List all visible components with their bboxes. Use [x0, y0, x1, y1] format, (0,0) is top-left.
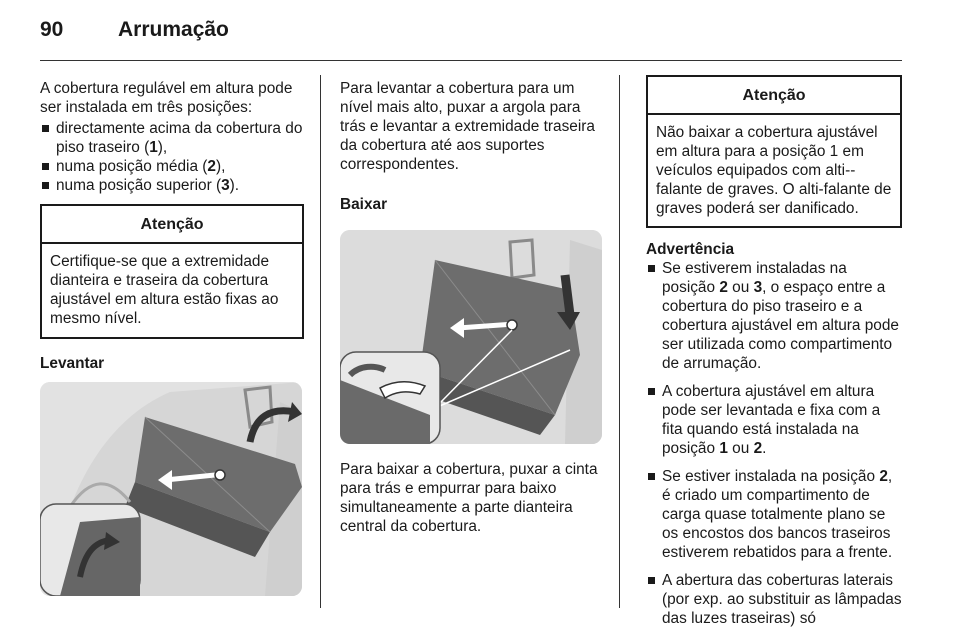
caution-body: Certifique-se que a extremidade dianteira e traseira da cobertura ajustável em altura estão fixas ao mesmo nível.	[50, 253, 279, 327]
position-number: 3	[753, 279, 763, 296]
position-number: 2	[719, 279, 728, 296]
list-item	[646, 259, 902, 373]
position-number: 3	[221, 177, 230, 194]
bullet-square-icon	[648, 473, 655, 480]
bullet-square-icon	[42, 163, 49, 170]
position-number: 1	[719, 440, 728, 457]
notes-list	[646, 259, 902, 628]
note-text: ou	[727, 440, 754, 457]
raise-paragraph: Para levantar a cobertura para um nível mais alto, puxar a argola para trás e levantar a extremidade traseira da cobertura até aos suportes correspondentes.	[340, 80, 595, 173]
position-number: 2	[753, 440, 763, 457]
caution-box	[40, 204, 304, 339]
list-item-text: numa posição superior (	[56, 177, 222, 194]
caution-title: Atenção	[648, 77, 900, 115]
column-divider	[320, 75, 321, 608]
list-item-text: ),	[215, 158, 226, 175]
lower-heading: Baixar	[340, 196, 388, 213]
note-text: A cobertura ajustável em altura pode ser levantada e fixa com a fita quando está instalada na posição	[662, 383, 881, 457]
note-text: .	[762, 440, 767, 457]
note-text: A abertura das coberturas laterais (por exp. ao substituir as lâmpadas das luzes traseiras) só	[662, 572, 902, 627]
bullet-square-icon	[648, 265, 655, 272]
bullet-square-icon	[648, 577, 655, 584]
position-number: 2	[879, 468, 888, 485]
list-item	[646, 382, 902, 458]
list-item	[40, 176, 304, 195]
column-divider	[619, 75, 620, 608]
page-title: Arrumação	[118, 18, 229, 41]
list-item-text: directamente acima da cobertura do piso traseiro (	[56, 120, 303, 156]
raise-cover-image	[40, 382, 302, 596]
lower-illustration	[340, 230, 602, 444]
list-item	[646, 467, 902, 562]
bullet-square-icon	[42, 182, 49, 189]
note-heading: Advertência	[646, 241, 735, 258]
bullet-square-icon	[648, 388, 655, 395]
position-number: 1	[149, 139, 158, 156]
raise-illustration	[40, 382, 302, 596]
position-number: 2	[207, 158, 216, 175]
caution-title: Atenção	[42, 206, 302, 244]
note-text: , o espaço entre a cobertura do piso traseiro e a cobertura ajustável em altura pode ser utilizada como compartimento de arrumação.	[662, 279, 899, 372]
note-text: , é criado um compartimento de carga quase totalmente plano se os encostos dos bancos traseiros estiverem rebatidos para a frente.	[662, 468, 893, 561]
lower-cover-image	[340, 230, 602, 444]
page-number: 90	[40, 18, 64, 41]
list-item	[40, 119, 304, 157]
list-item-text: ),	[157, 139, 168, 156]
list-item-text: ).	[229, 177, 240, 194]
header-divider	[40, 60, 902, 61]
column-1	[40, 79, 304, 596]
list-item	[40, 157, 304, 176]
list-item	[646, 571, 902, 628]
note-text: Se estiverem instaladas na posição	[662, 260, 847, 296]
list-item-text: numa posição média (	[56, 158, 208, 175]
caution-box	[646, 75, 902, 228]
raise-heading: Levantar	[40, 355, 105, 372]
caution-body: Não baixar a cobertura ajustável em altura para a posição 1 em veículos equipados com alti--falante de graves. O alti-falante de graves poderá ser danificado.	[656, 124, 892, 217]
bullet-square-icon	[42, 125, 49, 132]
lower-paragraph: Para baixar a cobertura, puxar a cinta para trás e empurrar para baixo simultaneamente a parte dianteira central da cobertura.	[340, 461, 598, 535]
note-text: ou	[727, 279, 754, 296]
positions-list	[40, 119, 304, 195]
intro-paragraph: A cobertura regulável em altura pode ser instalada em três posições:	[40, 80, 293, 116]
column-3	[646, 75, 902, 628]
note-text: Se estiver instalada na posição	[662, 468, 880, 485]
column-2	[340, 79, 604, 536]
